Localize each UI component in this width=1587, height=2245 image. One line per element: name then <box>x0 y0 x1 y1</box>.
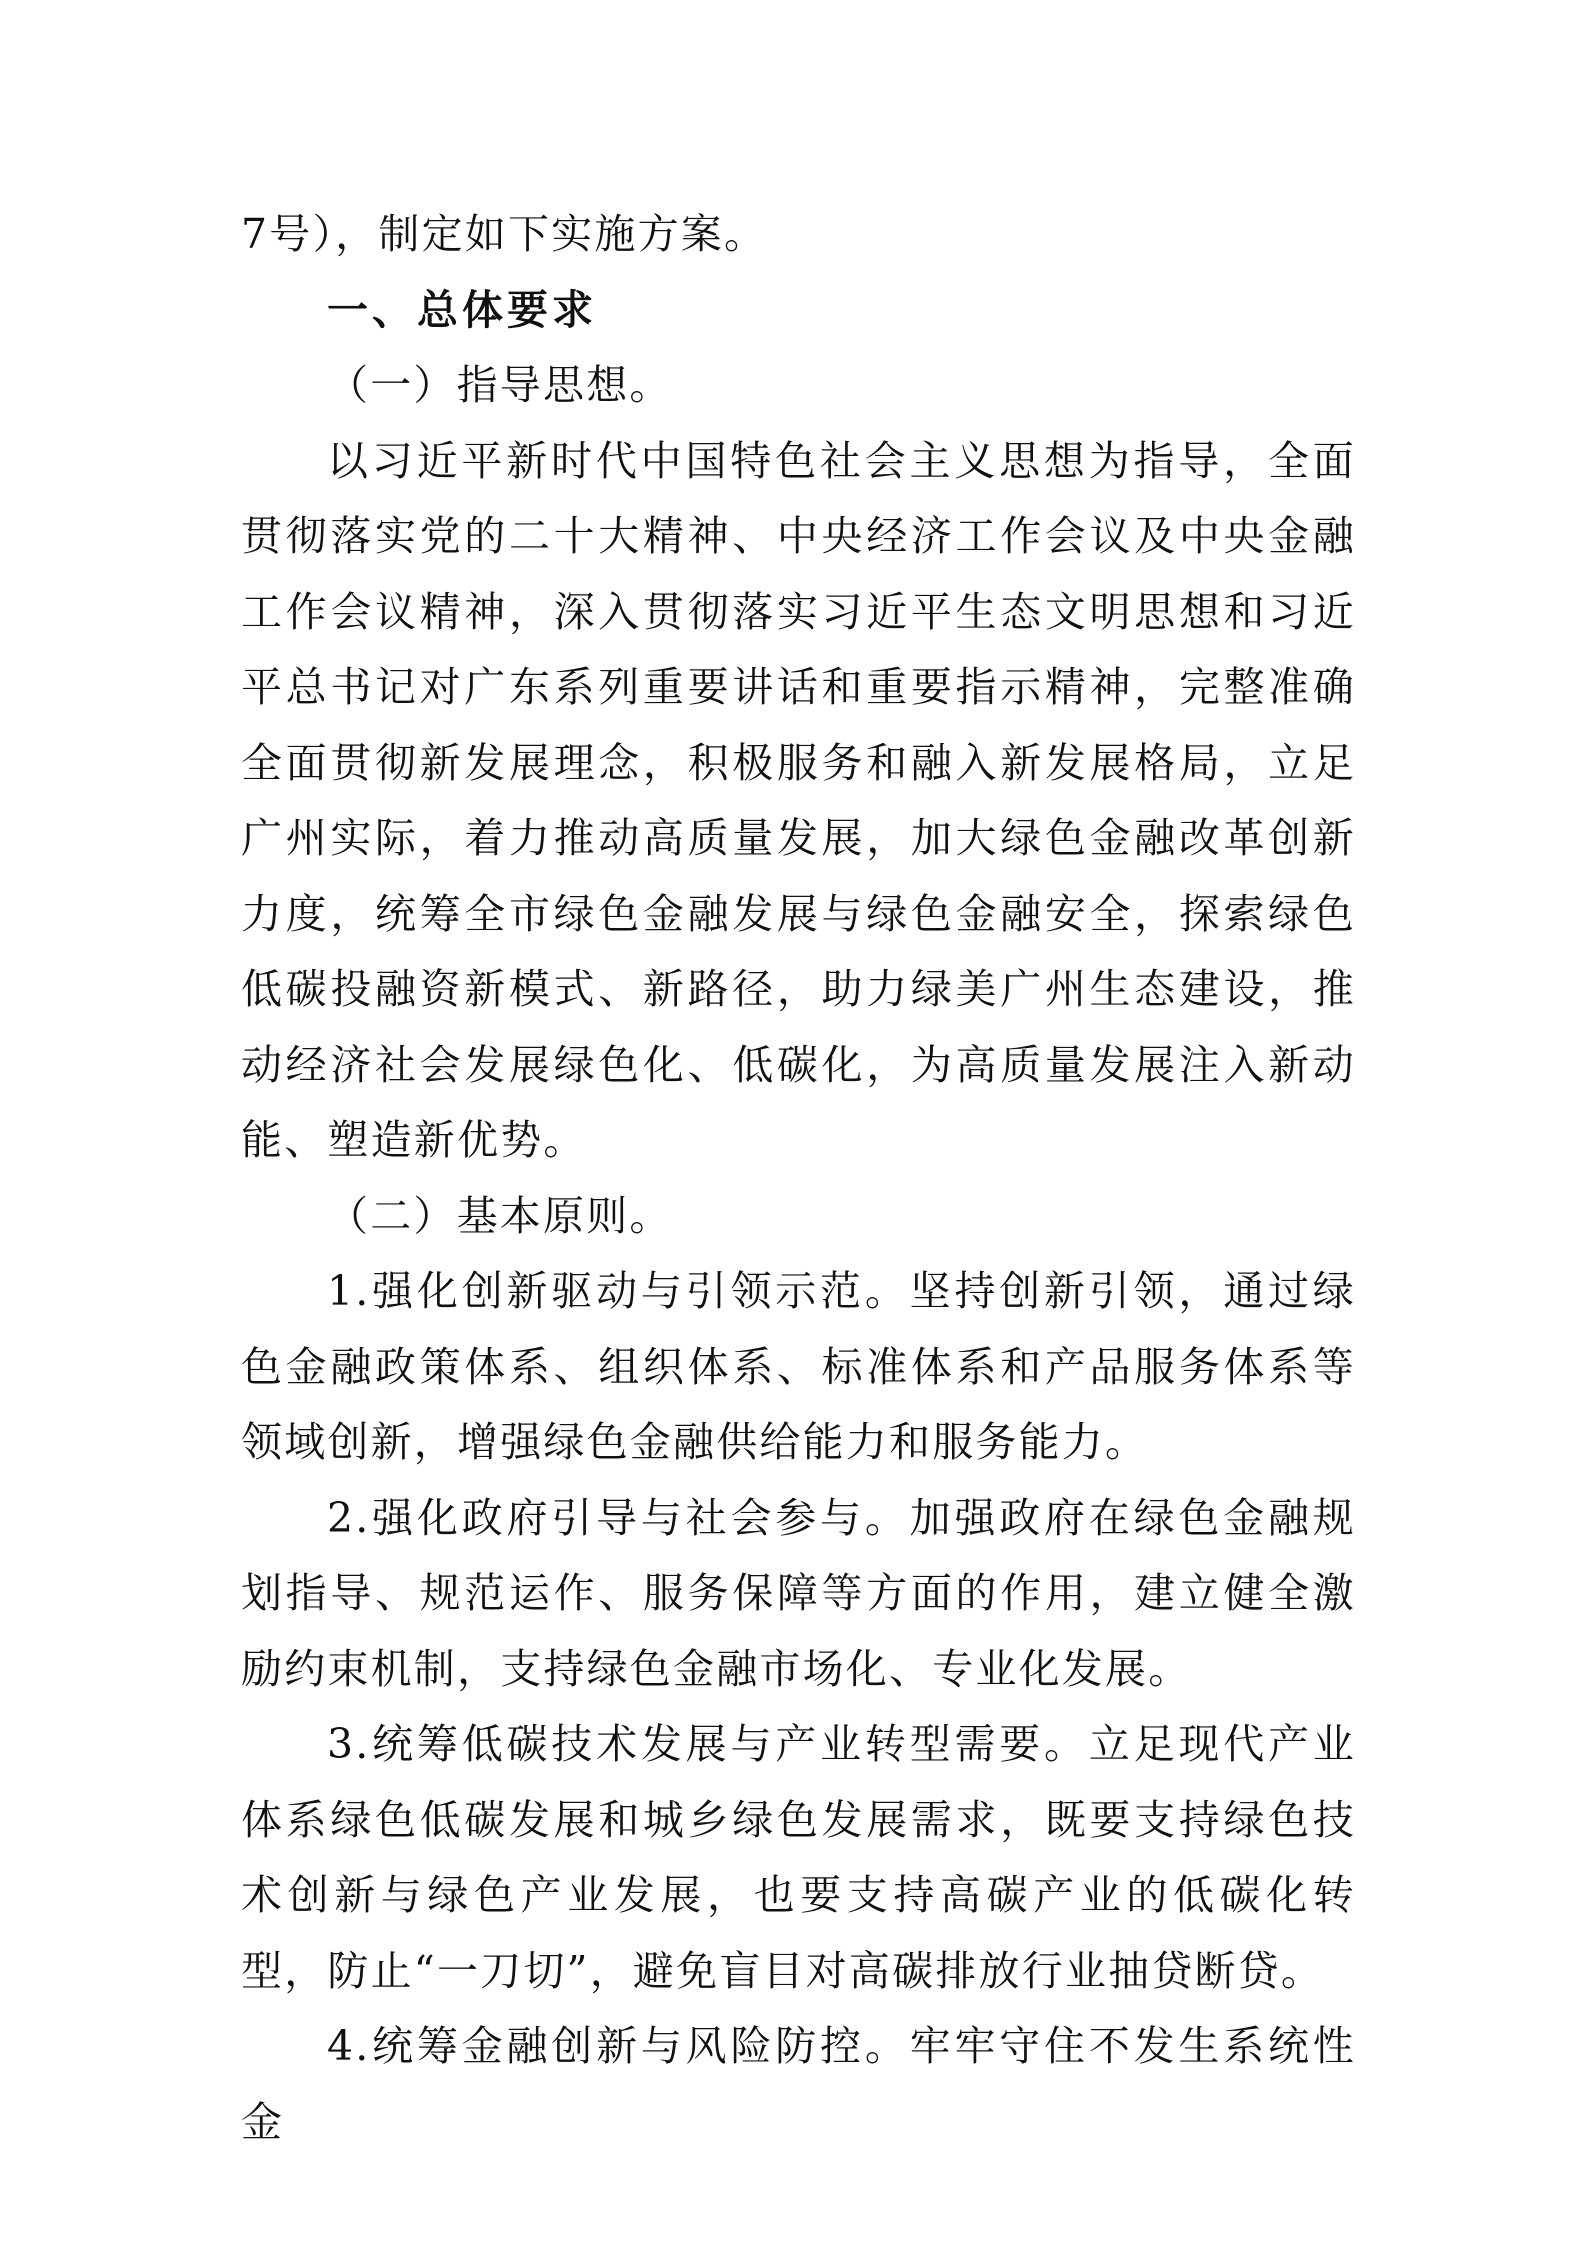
subheading-basic-principles: （二）基本原则。 <box>327 1191 673 1240</box>
paragraph-guiding-ideology: 以习近平新时代中国特色社会主义思想为指导，全面贯彻落实党的二十大精神、中央经济工作会议及中央金融工作会议精神，深入贯彻落实习近平生态文明思想和习近平总书记对广东系列重要讲话和重要指示精神，完整准确全面贯彻新发展理念，积极服务和融入新发展格局，立足广州实际，着力推动高质量发展，加大绿色金融改革创新力度，统筹全市绿色金融发展与绿色金融安全，探索绿色低碳投融资新模式、新路径，助力绿美广州生态建设，推动经济社会发展绿色化、低碳化，为高质量发展注入新动能、塑造新优势。 <box>241 436 1356 1164</box>
paragraph-continuation: 7号），制定如下实施方案。 <box>241 210 768 258</box>
document-body <box>241 197 1356 2160</box>
paragraph-principle-4: 4.统筹金融创新与风险防控。牢牢守住不发生系统性金 <box>241 2022 1356 2146</box>
paragraph-principle-1: 1.强化创新驱动与引领示范。坚持创新引领，通过绿色金融政策体系、组织体系、标准体系和产品服务体系等领域创新，增强绿色金融供给能力和服务能力。 <box>241 1267 1356 1466</box>
section-heading-overall-requirements: 一、总体要求 <box>327 285 597 334</box>
subheading-guiding-ideology: （一）指导思想。 <box>327 361 673 409</box>
paragraph-principle-3: 3.统筹低碳技术发展与产业转型需要。立足现代产业体系绿色低碳发展和城乡绿色发展需求，既要支持绿色技术创新与绿色产业发展，也要支持高碳产业的低碳化转型，防止“一刀切”，避免盲目对高碳排放行业抽贷断贷。 <box>241 1720 1356 1995</box>
paragraph-principle-2: 2.强化政府引导与社会参与。加强政府在绿色金融规划指导、规范运作、服务保障等方面的作用，建立健全激励约束机制，支持绿色金融市场化、专业化发展。 <box>241 1493 1356 1693</box>
